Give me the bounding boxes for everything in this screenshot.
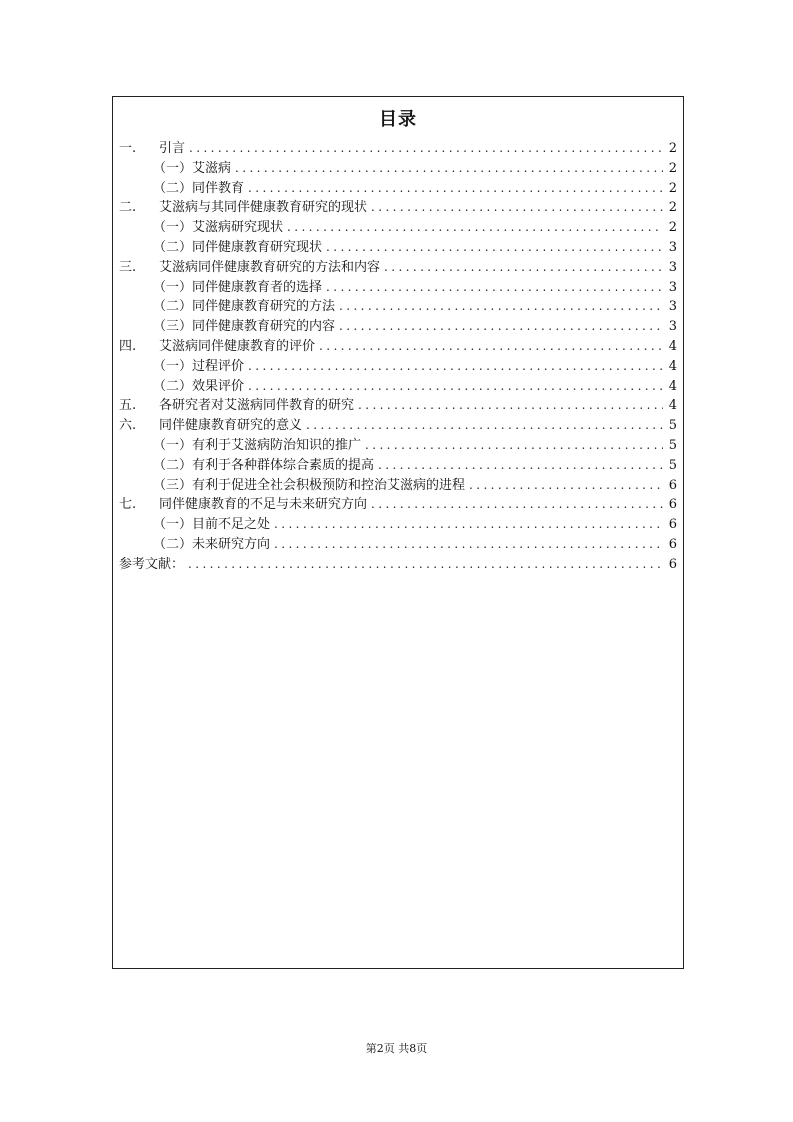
toc-entry-page: 3 — [668, 239, 677, 255]
toc-dot-leader — [319, 337, 663, 357]
toc-entry-title: （二）同伴教育 — [153, 180, 245, 196]
toc-dot-leader — [188, 555, 663, 575]
toc-entry-page: 5 — [668, 457, 677, 473]
toc-entry[interactable] — [119, 495, 677, 515]
toc-entry-title: （二）有利于各种群体综合素质的提高 — [153, 457, 375, 473]
toc-entry[interactable] — [119, 139, 677, 159]
toc-entry[interactable] — [119, 357, 677, 377]
toc-entry-title: 同伴健康教育的不足与未来研究方向 — [159, 497, 368, 513]
toc-dot-leader — [371, 198, 663, 218]
toc-entry-title: 同伴健康教育研究的意义 — [159, 418, 303, 434]
toc-entry[interactable] — [119, 238, 677, 258]
toc-entry-page: 6 — [668, 497, 677, 513]
toc-dot-leader — [248, 357, 663, 377]
toc-entry-page: 3 — [668, 299, 677, 315]
toc-entry-page: 3 — [668, 279, 677, 295]
toc-entry-title: （三）同伴健康教育研究的内容 — [153, 319, 336, 335]
toc-dot-leader — [339, 297, 663, 317]
toc-entry[interactable] — [119, 218, 677, 238]
toc-entry-number: 一. — [119, 141, 137, 156]
toc-entry-title: （二）同伴健康教育研究的方法 — [153, 299, 336, 315]
toc-entry-page: 2 — [668, 160, 677, 176]
toc-entry[interactable] — [119, 198, 677, 218]
toc-entry-title: （一）艾滋病研究现状 — [153, 220, 284, 236]
toc-entry-page: 2 — [668, 180, 677, 196]
toc-entry-page: 6 — [668, 477, 677, 493]
toc-entry-page: 4 — [668, 398, 677, 414]
toc-entry[interactable] — [119, 555, 677, 575]
toc-entry-title: （一）目前不足之处 — [153, 517, 271, 533]
toc-entry-page: 6 — [668, 536, 677, 552]
toc-entry[interactable] — [119, 278, 677, 298]
toc-entry-number: 四. — [119, 338, 137, 354]
toc-dot-leader — [326, 278, 663, 298]
toc-entry-title: （一）艾滋病 — [153, 160, 232, 176]
toc-entry-title: （一）过程评价 — [153, 358, 245, 374]
toc-entry-title: （二）未来研究方向 — [153, 536, 271, 552]
page-footer: 第2页 共8页 — [365, 1042, 428, 1055]
toc-entry[interactable] — [119, 515, 677, 535]
toc-entry-number: 三. — [119, 259, 137, 275]
toc-entry-number: 五. — [119, 398, 137, 414]
toc-entry-page: 5 — [668, 418, 677, 434]
toc-dot-leader — [326, 238, 663, 258]
toc-dot-leader — [339, 317, 663, 337]
toc-entry-page: 6 — [668, 517, 677, 533]
toc-dot-leader — [384, 258, 663, 278]
toc-dot-leader — [189, 139, 663, 159]
toc-dot-leader — [274, 515, 663, 535]
toc-entry[interactable] — [119, 377, 677, 397]
toc-entry[interactable] — [119, 297, 677, 317]
toc-entry[interactable] — [119, 258, 677, 278]
toc-entry-page: 2 — [668, 220, 677, 236]
toc-dot-leader — [469, 476, 663, 496]
toc-dot-leader — [235, 159, 663, 179]
toc-dot-leader — [358, 396, 663, 416]
toc-entry[interactable] — [119, 436, 677, 456]
toc-dot-leader — [287, 218, 663, 238]
toc-entry-page: 2 — [668, 141, 677, 156]
toc-entry-page: 4 — [668, 378, 677, 394]
toc-title: 目录 — [379, 109, 417, 130]
toc-entry-title: 艾滋病同伴健康教育的评价 — [159, 338, 316, 354]
toc-entry[interactable] — [119, 337, 677, 357]
document-frame — [112, 96, 684, 969]
toc-entry-number: 七. — [119, 497, 137, 513]
toc-entry-title: 各研究者对艾滋病同伴教育的研究 — [159, 398, 355, 414]
toc-entry-number: 六. — [119, 418, 137, 434]
toc-dot-leader — [248, 179, 663, 199]
toc-dot-leader — [248, 377, 663, 397]
toc-entry-page: 4 — [668, 338, 677, 354]
toc-entry-title: （一）同伴健康教育者的选择 — [153, 279, 323, 295]
toc-dot-leader — [274, 535, 663, 555]
toc-list — [119, 139, 677, 575]
toc-entry-page: 3 — [668, 259, 677, 275]
toc-entry[interactable] — [119, 416, 677, 436]
toc-entry-title: （二）效果评价 — [153, 378, 245, 394]
toc-entry[interactable] — [119, 179, 677, 199]
toc-entry-title: 引言 — [159, 141, 186, 156]
toc-entry[interactable] — [119, 456, 677, 476]
toc-entry[interactable] — [119, 159, 677, 179]
toc-entry-title: （一）有利于艾滋病防治知识的推广 — [153, 437, 362, 453]
toc-entry-number: 二. — [119, 200, 137, 216]
toc-entry-title: 艾滋病与其同伴健康教育研究的现状 — [159, 200, 368, 216]
toc-entry[interactable] — [119, 396, 677, 416]
toc-dot-leader — [306, 416, 663, 436]
toc-dot-leader — [378, 456, 663, 476]
toc-dot-leader — [365, 436, 663, 456]
toc-entry-title: 参考文献： — [119, 556, 185, 572]
toc-entry[interactable] — [119, 476, 677, 496]
toc-entry-page: 6 — [668, 556, 677, 572]
toc-entry-title: （三）有利于促进全社会积极预防和控治艾滋病的进程 — [153, 477, 466, 493]
toc-entry[interactable] — [119, 535, 677, 555]
toc-entry-page: 5 — [668, 437, 677, 453]
toc-entry-page: 3 — [668, 319, 677, 335]
toc-entry[interactable] — [119, 317, 677, 337]
toc-entry-title: （二）同伴健康教育研究现状 — [153, 239, 323, 255]
toc-entry-title: 艾滋病同伴健康教育研究的方法和内容 — [159, 259, 381, 275]
toc-entry-page: 2 — [668, 200, 677, 216]
toc-dot-leader — [371, 495, 663, 515]
toc-entry-page: 4 — [668, 358, 677, 374]
